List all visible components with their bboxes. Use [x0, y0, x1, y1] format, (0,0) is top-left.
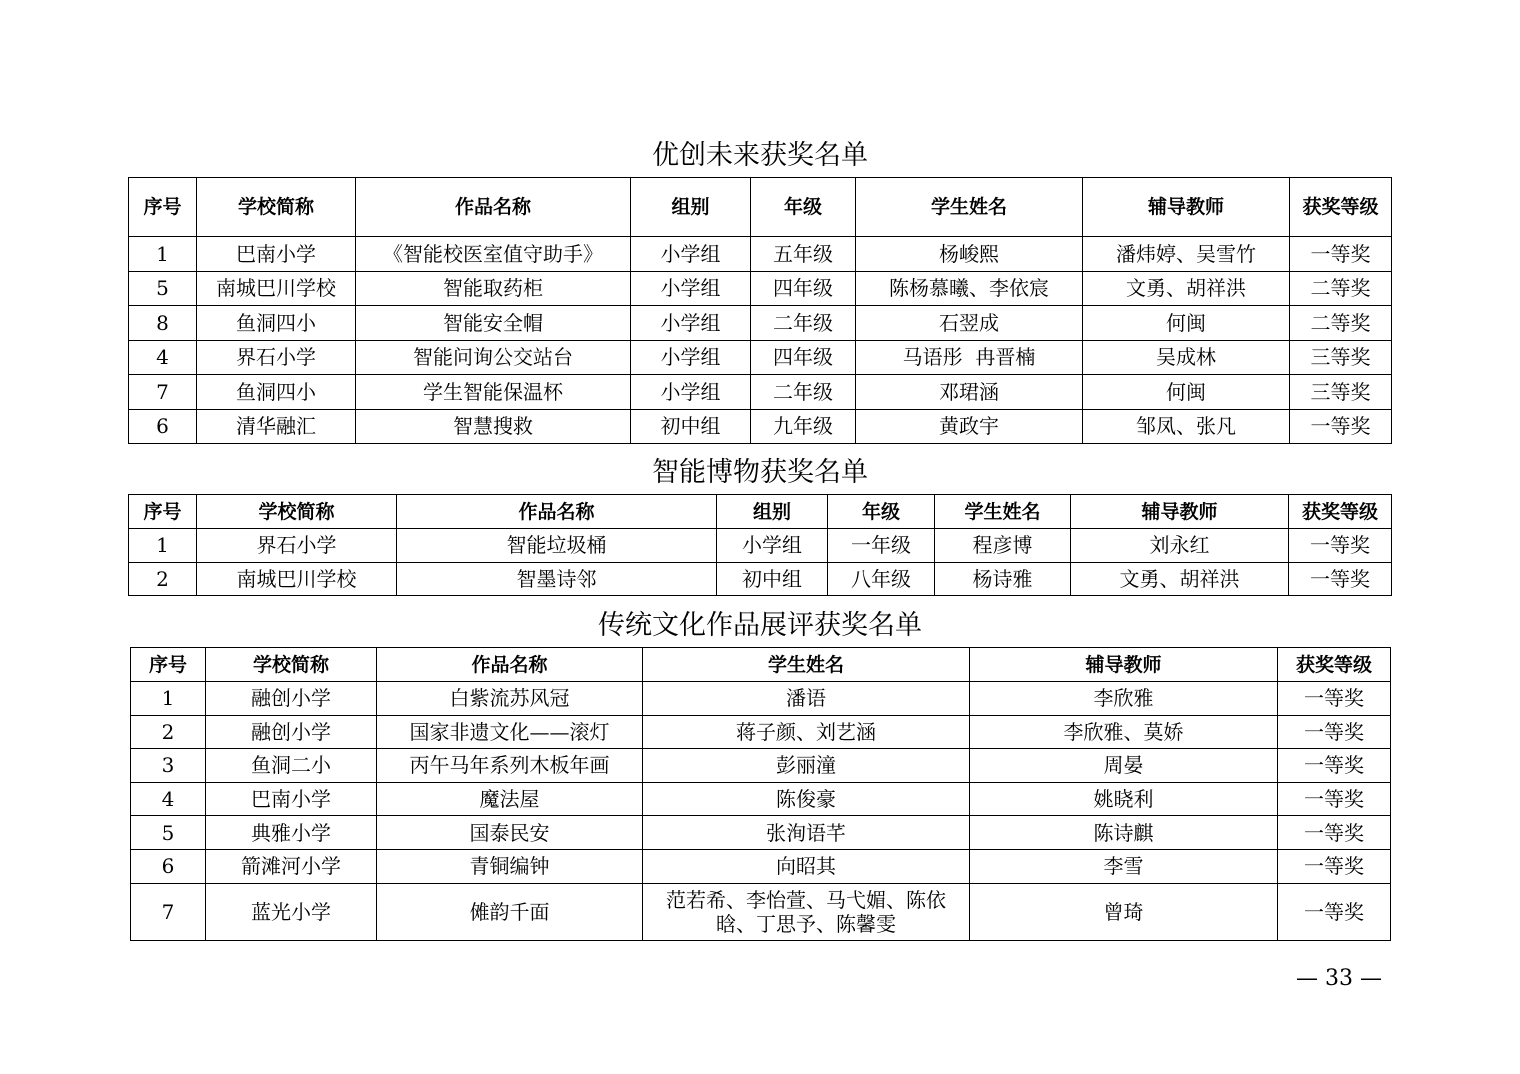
column-header: 学生姓名	[856, 178, 1083, 237]
cell: 石翌成	[856, 306, 1083, 341]
cell: 5	[131, 816, 206, 850]
cell: 白紫流苏风冠	[377, 682, 643, 716]
cell: 一等奖	[1278, 749, 1391, 783]
table-row	[131, 715, 1391, 749]
cell: 一等奖	[1278, 715, 1391, 749]
cell: 四年级	[751, 271, 856, 306]
column-header: 辅导教师	[1071, 495, 1289, 529]
column-header: 学校简称	[197, 178, 356, 237]
column-header: 辅导教师	[970, 648, 1278, 682]
column-header: 作品名称	[397, 495, 717, 529]
innovation-award-table	[128, 177, 1392, 444]
cell: 丙午马年系列木板年画	[377, 749, 643, 783]
cell: 智能问询公交站台	[356, 340, 631, 375]
cell: 界石小学	[197, 340, 356, 375]
cell: 黄政宇	[856, 409, 1083, 444]
section-title-traditional-culture: 传统文化作品展评获奖名单	[598, 610, 922, 641]
cell: 巴南小学	[206, 782, 377, 816]
cell: 一等奖	[1278, 849, 1391, 883]
cell: 清华融汇	[197, 409, 356, 444]
cell: 典雅小学	[206, 816, 377, 850]
cell: 智能取药柜	[356, 271, 631, 306]
cell: 6	[129, 409, 197, 444]
cell: 李欣雅、莫娇	[970, 715, 1278, 749]
cell: 一等奖	[1290, 237, 1392, 272]
cell: 八年级	[828, 562, 935, 596]
column-header: 序号	[131, 648, 206, 682]
cell: 《智能校医室值守助手》	[356, 237, 631, 272]
cell: 7	[131, 883, 206, 940]
table-row	[131, 782, 1391, 816]
column-header: 序号	[129, 495, 197, 529]
smart-museum-award-table	[128, 494, 1392, 596]
column-header: 获奖等级	[1278, 648, 1391, 682]
cell: 8	[129, 306, 197, 341]
cell: 蓝光小学	[206, 883, 377, 940]
table-row	[131, 849, 1391, 883]
cell: 傩韵千面	[377, 883, 643, 940]
cell: 小学组	[631, 340, 751, 375]
column-header: 获奖等级	[1290, 178, 1392, 237]
cell: 智能垃圾桶	[397, 529, 717, 563]
cell: 4	[131, 782, 206, 816]
cell: 国泰民安	[377, 816, 643, 850]
table-row	[131, 883, 1391, 940]
cell: 刘永红	[1071, 529, 1289, 563]
cell: 何闽	[1083, 375, 1290, 410]
traditional-culture-award-table	[130, 647, 1391, 941]
cell: 二等奖	[1290, 306, 1392, 341]
cell: 四年级	[751, 340, 856, 375]
cell: 界石小学	[197, 529, 397, 563]
cell: 陈诗麒	[970, 816, 1278, 850]
cell: 国家非遗文化——滚灯	[377, 715, 643, 749]
column-header: 年级	[751, 178, 856, 237]
column-header: 学校简称	[197, 495, 397, 529]
cell: 蒋子颜、刘艺涵	[643, 715, 970, 749]
table-row	[131, 749, 1391, 783]
table-row	[131, 682, 1391, 716]
cell: 邹凤、张凡	[1083, 409, 1290, 444]
cell: 初中组	[631, 409, 751, 444]
cell: 小学组	[631, 375, 751, 410]
cell: 融创小学	[206, 682, 377, 716]
cell: 鱼洞二小	[206, 749, 377, 783]
cell: 魔法屋	[377, 782, 643, 816]
cell: 一等奖	[1278, 816, 1391, 850]
cell: 1	[129, 529, 197, 563]
cell: 智墨诗邻	[397, 562, 717, 596]
table-row	[129, 306, 1392, 341]
column-header: 作品名称	[377, 648, 643, 682]
column-header: 获奖等级	[1289, 495, 1392, 529]
cell: 陈杨慕曦、李依宸	[856, 271, 1083, 306]
cell: 三等奖	[1290, 340, 1392, 375]
column-header: 组别	[717, 495, 828, 529]
cell: 一等奖	[1278, 782, 1391, 816]
cell: 一等奖	[1290, 409, 1392, 444]
cell: 鱼洞四小	[197, 375, 356, 410]
cell: 巴南小学	[197, 237, 356, 272]
cell: 三等奖	[1290, 375, 1392, 410]
column-header: 序号	[129, 178, 197, 237]
section-title-smart-museum: 智能博物获奖名单	[652, 457, 868, 488]
cell: 学生智能保温杯	[356, 375, 631, 410]
column-header: 作品名称	[356, 178, 631, 237]
cell: 智能安全帽	[356, 306, 631, 341]
cell: 5	[129, 271, 197, 306]
cell: 箭滩河小学	[206, 849, 377, 883]
cell: 二年级	[751, 375, 856, 410]
cell: 程彦博	[935, 529, 1071, 563]
cell: 邓珺涵	[856, 375, 1083, 410]
table-row	[131, 816, 1391, 850]
cell: 文勇、胡祥洪	[1071, 562, 1289, 596]
table-row	[129, 271, 1392, 306]
cell: 小学组	[717, 529, 828, 563]
table-row	[129, 237, 1392, 272]
table-row	[129, 562, 1392, 596]
cell: 张洵语芊	[643, 816, 970, 850]
table-row	[129, 529, 1392, 563]
cell: 二年级	[751, 306, 856, 341]
cell: 彭丽潼	[643, 749, 970, 783]
table-row	[129, 375, 1392, 410]
cell: 五年级	[751, 237, 856, 272]
table-header-row	[129, 495, 1392, 529]
cell: 杨诗雅	[935, 562, 1071, 596]
cell: 李雪	[970, 849, 1278, 883]
table-header-row	[129, 178, 1392, 237]
cell: 3	[131, 749, 206, 783]
cell: 小学组	[631, 237, 751, 272]
cell: 1	[131, 682, 206, 716]
table-header-row	[131, 648, 1391, 682]
cell: 鱼洞四小	[197, 306, 356, 341]
table-row	[129, 340, 1392, 375]
cell: 九年级	[751, 409, 856, 444]
table-row	[129, 409, 1392, 444]
cell: 6	[131, 849, 206, 883]
column-header: 年级	[828, 495, 935, 529]
column-header: 学校简称	[206, 648, 377, 682]
cell: 杨峻熙	[856, 237, 1083, 272]
column-header: 学生姓名	[935, 495, 1071, 529]
cell: 吴成林	[1083, 340, 1290, 375]
cell: 李欣雅	[970, 682, 1278, 716]
cell: 一等奖	[1278, 682, 1391, 716]
cell: 小学组	[631, 306, 751, 341]
column-header: 学生姓名	[643, 648, 970, 682]
cell: 一等奖	[1289, 562, 1392, 596]
cell: 4	[129, 340, 197, 375]
cell: 二等奖	[1290, 271, 1392, 306]
column-header: 辅导教师	[1083, 178, 1290, 237]
cell: 一等奖	[1289, 529, 1392, 563]
column-header: 组别	[631, 178, 751, 237]
cell: 马语彤 冉晋楠	[856, 340, 1083, 375]
cell: 文勇、胡祥洪	[1083, 271, 1290, 306]
cell: 姚晓利	[970, 782, 1278, 816]
cell: 潘语	[643, 682, 970, 716]
cell: 融创小学	[206, 715, 377, 749]
cell: 范若希、李怡萱、马弋媚、陈依晗、丁思予、陈馨雯	[643, 883, 970, 940]
section-title-innovation: 优创未来获奖名单	[652, 140, 868, 171]
cell: 周晏	[970, 749, 1278, 783]
page-number: — 33 —	[1296, 966, 1382, 991]
cell: 一等奖	[1278, 883, 1391, 940]
cell: 小学组	[631, 271, 751, 306]
cell: 一年级	[828, 529, 935, 563]
cell: 智慧搜救	[356, 409, 631, 444]
cell: 曾琦	[970, 883, 1278, 940]
cell: 7	[129, 375, 197, 410]
cell: 1	[129, 237, 197, 272]
cell: 南城巴川学校	[197, 271, 356, 306]
cell: 陈俊豪	[643, 782, 970, 816]
cell: 初中组	[717, 562, 828, 596]
cell: 2	[131, 715, 206, 749]
cell: 南城巴川学校	[197, 562, 397, 596]
cell: 向昭其	[643, 849, 970, 883]
cell: 2	[129, 562, 197, 596]
cell: 青铜编钟	[377, 849, 643, 883]
cell: 潘炜婷、吴雪竹	[1083, 237, 1290, 272]
cell: 何闽	[1083, 306, 1290, 341]
